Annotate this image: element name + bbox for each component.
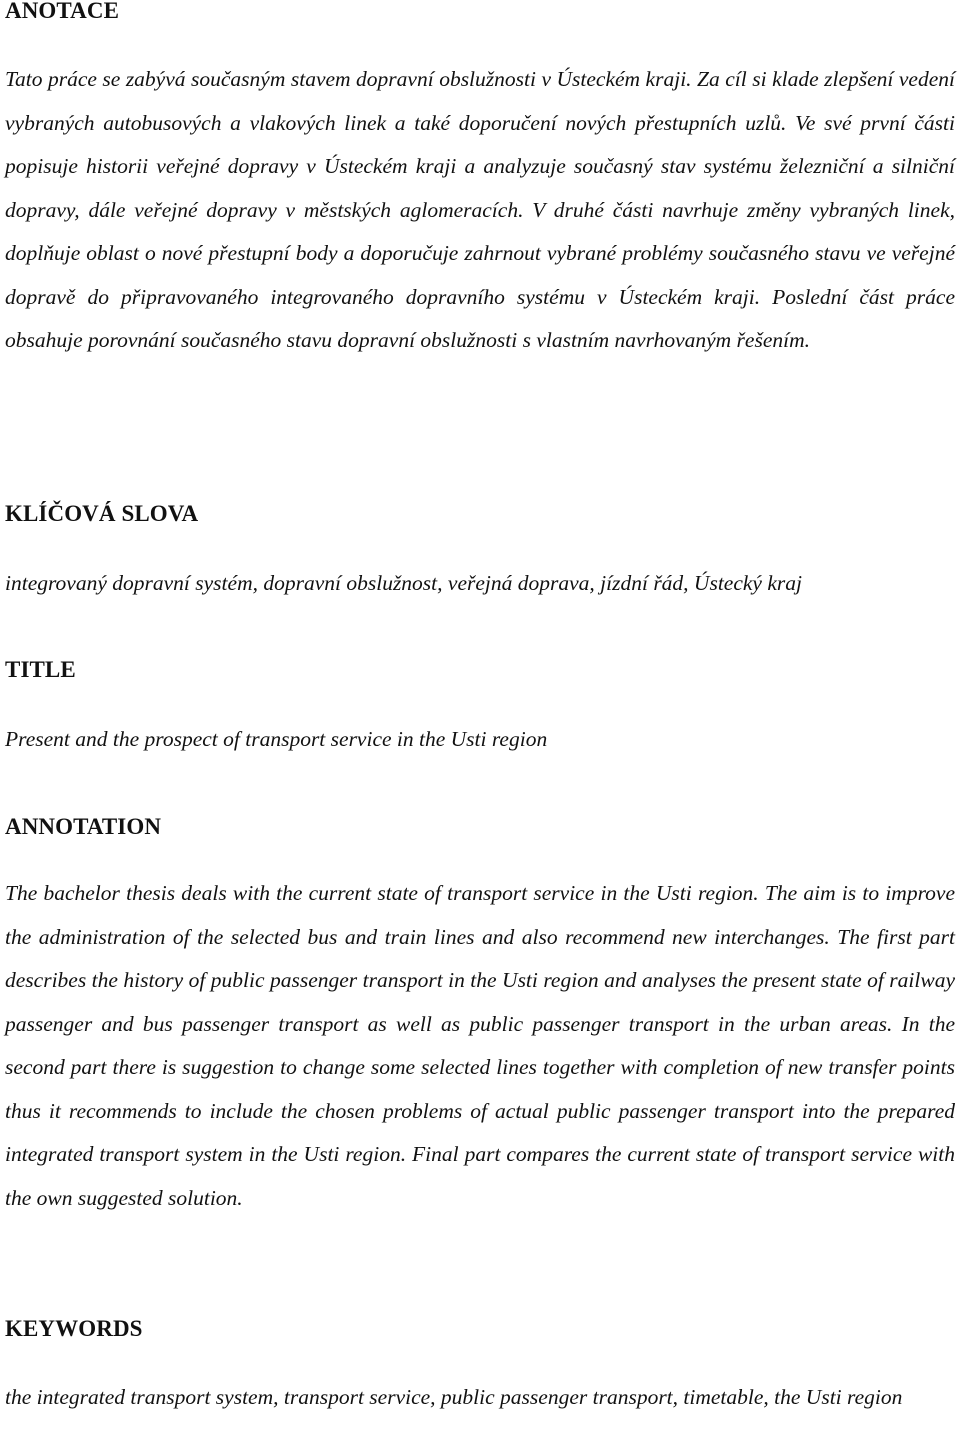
anotace-text: Tato práce se zabývá současným stavem dopravní obslužnosti v Ústeckém kraji. Za cíl si klade zlepšení vedení vybraných autobusových a vlakových linek a také doporučení nových přestupních uzlů. Ve své první části popisuje historii veřejné dopravy v Ústeckém kraji a analyzuje současný stav systému železniční a silniční dopravy, dále veřejné dopravy v městských aglomeracích. V druhé části navrhuje změny vybraných linek, doplňuje oblast o nové přestupní body a doporučuje zahrnout vybrané problémy současného stavu ve veřejné dopravě do připravovaného integrovaného dopravního systému v Ústeckém kraji. Poslední část práce obsahuje porovnání současného stavu dopravní obslužnosti s vlastním navrhovaným řešením.: [5, 67, 955, 352]
annotation-text: The bachelor thesis deals with the current state of transport service in the Usti region. The aim is to improve the administration of the selected bus and train lines and also recommend new interchanges. The first part describes the history of public passenger transport in the Usti region and analyses the present state of railway passenger and bus passenger transport as well as public passenger transport in the urban areas. In the second part there is suggestion to change some selected lines together with completion of new transfer points thus it recommends to include the chosen problems of actual public passenger transport into the prepared integrated transport system in the Usti region. Final part compares the current state of transport service with the own suggested solution.: [5, 881, 955, 1210]
annotation-heading: ANNOTATION: [5, 814, 162, 839]
keywords-heading: KEYWORDS: [5, 1316, 143, 1341]
title-heading: TITLE: [5, 657, 76, 682]
klicova-slova-text: integrovaný dopravní systém, dopravní obslužnost, veřejná doprava, jízdní řád, Ústecký kraj: [5, 571, 802, 595]
keywords-text: the integrated transport system, transport service, public passenger transport, timetable, the Usti region: [5, 1385, 903, 1409]
anotace-heading: ANOTACE: [5, 0, 120, 23]
klicova-slova-heading: KLÍČOVÁ SLOVA: [5, 501, 199, 526]
title-text: Present and the prospect of transport service in the Usti region: [5, 727, 548, 751]
